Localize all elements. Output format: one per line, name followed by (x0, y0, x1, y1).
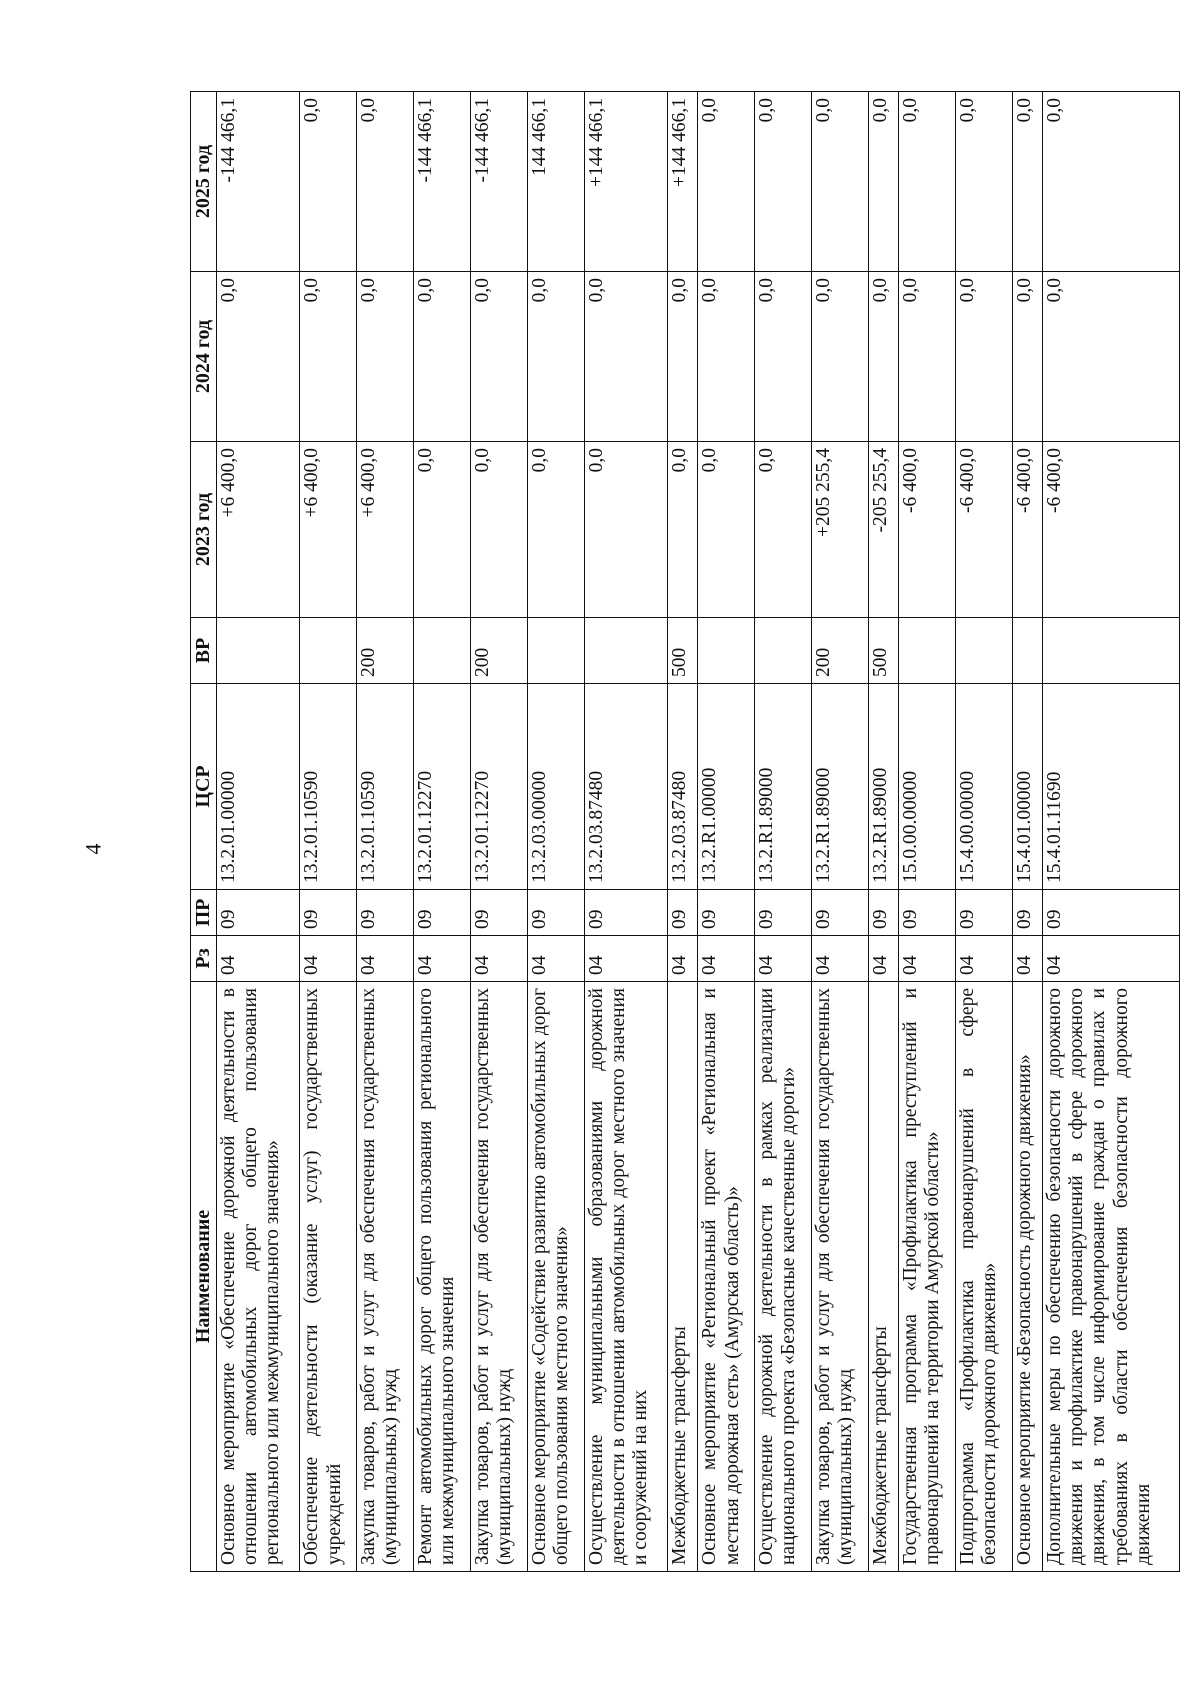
table-row (527, 92, 584, 1572)
cell-2024: 0,0 (584, 272, 668, 442)
cell-2023: -205 255,4 (868, 442, 898, 618)
cell-csr: 15.0.00.00000 (899, 684, 956, 890)
cell-pr: 09 (357, 890, 414, 936)
cell-vr (414, 618, 471, 684)
cell-2024: 0,0 (414, 272, 471, 442)
cell-csr: 15.4.00.00000 (955, 684, 1012, 890)
table-header-row (191, 92, 217, 1572)
table-row (899, 92, 956, 1572)
table-row (668, 92, 698, 1572)
cell-2025: +144 466,1 (584, 92, 668, 272)
cell-vr: 200 (470, 618, 527, 684)
cell-csr: 13.2.01.10590 (300, 684, 357, 890)
cell-vr: 200 (812, 618, 869, 684)
cell-2025: 0,0 (698, 92, 755, 272)
budget-table (190, 91, 1180, 1572)
cell-name: Закупка товаров, работ и услуг для обеспечения государственных (муниципальных) нужд (357, 982, 414, 1572)
cell-2024: 0,0 (698, 272, 755, 442)
cell-vr (1012, 618, 1042, 684)
header-csr: ЦСР (191, 684, 217, 890)
cell-vr (899, 618, 956, 684)
cell-pr: 09 (527, 890, 584, 936)
cell-name: Основное мероприятие «Обеспечение дорожной деятельности в отношении автомобильных дорог общего пользования регионального или межмуниципального значения» (216, 982, 300, 1572)
cell-rz: 04 (1043, 936, 1180, 982)
header-pr: ПР (191, 890, 217, 936)
cell-2025: -144 466,1 (216, 92, 300, 272)
cell-2023: 0,0 (698, 442, 755, 618)
cell-vr (755, 618, 812, 684)
cell-rz: 04 (216, 936, 300, 982)
cell-2025: 0,0 (868, 92, 898, 272)
cell-pr: 09 (812, 890, 869, 936)
table-row (357, 92, 414, 1572)
cell-name: Дополнительные меры по обеспечению безопасности дорожного движения и профилактике правонарушений в сфере дорожного движения, в том числе информирование граждан о правилах и требованиях в области обеспечения безопасности дорожного движения (1043, 982, 1180, 1572)
cell-csr: 13.2.03.87480 (668, 684, 698, 890)
header-2023: 2023 год (191, 442, 217, 618)
cell-name: Осуществление дорожной деятельности в рамках реализации национального проекта «Безопасные качественные дороги» (755, 982, 812, 1572)
cell-2025: -144 466,1 (470, 92, 527, 272)
cell-name: Основное мероприятие «Безопасность дорожного движения» (1012, 982, 1042, 1572)
cell-2025: +144 466,1 (668, 92, 698, 272)
cell-rz: 04 (1012, 936, 1042, 982)
cell-vr (1043, 618, 1180, 684)
cell-rz: 04 (584, 936, 668, 982)
cell-2023: -6 400,0 (1043, 442, 1180, 618)
cell-rz: 04 (698, 936, 755, 982)
cell-csr: 13.2.01.12270 (470, 684, 527, 890)
cell-2023: 0,0 (527, 442, 584, 618)
cell-csr: 13.2.R1.89000 (812, 684, 869, 890)
cell-2025: 0,0 (300, 92, 357, 272)
cell-2024: 0,0 (1043, 272, 1180, 442)
cell-pr: 09 (470, 890, 527, 936)
cell-2023: +6 400,0 (357, 442, 414, 618)
cell-csr: 13.2.R1.00000 (698, 684, 755, 890)
cell-rz: 04 (755, 936, 812, 982)
cell-2023: 0,0 (668, 442, 698, 618)
cell-2025: 0,0 (812, 92, 869, 272)
cell-rz: 04 (357, 936, 414, 982)
cell-2023: 0,0 (584, 442, 668, 618)
table-row (414, 92, 471, 1572)
cell-csr: 13.2.R1.89000 (755, 684, 812, 890)
header-rz: Рз (191, 936, 217, 982)
cell-2023: +6 400,0 (216, 442, 300, 618)
cell-pr: 09 (868, 890, 898, 936)
cell-csr: 15.4.01.00000 (1012, 684, 1042, 890)
cell-pr: 09 (755, 890, 812, 936)
cell-2025: 0,0 (357, 92, 414, 272)
cell-csr: 13.2.R1.89000 (868, 684, 898, 890)
cell-2024: 0,0 (1012, 272, 1042, 442)
cell-rz: 04 (470, 936, 527, 982)
table-row (300, 92, 357, 1572)
table-row (868, 92, 898, 1572)
table-row (755, 92, 812, 1572)
table-row (698, 92, 755, 1572)
cell-2024: 0,0 (470, 272, 527, 442)
table-row (1043, 92, 1180, 1572)
cell-2025: 0,0 (955, 92, 1012, 272)
cell-2025: -144 466,1 (414, 92, 471, 272)
cell-2023: 0,0 (414, 442, 471, 618)
cell-name: Основное мероприятие «Содействие развитию автомобильных дорог общего пользования местного значения» (527, 982, 584, 1572)
cell-2023: 0,0 (755, 442, 812, 618)
cell-2023: +205 255,4 (812, 442, 869, 618)
cell-pr: 09 (414, 890, 471, 936)
cell-pr: 09 (698, 890, 755, 936)
cell-2023: -6 400,0 (1012, 442, 1042, 618)
cell-name: Закупка товаров, работ и услуг для обеспечения государственных (муниципальных) нужд (470, 982, 527, 1572)
cell-2024: 0,0 (899, 272, 956, 442)
cell-2025: 144 466,1 (527, 92, 584, 272)
cell-name: Межбюджетные трансферты (868, 982, 898, 1572)
cell-rz: 04 (812, 936, 869, 982)
cell-vr (527, 618, 584, 684)
cell-name: Межбюджетные трансферты (668, 982, 698, 1572)
rotated-table-container (190, 92, 1180, 1572)
cell-pr: 09 (300, 890, 357, 936)
cell-csr: 13.2.01.12270 (414, 684, 471, 890)
cell-2024: 0,0 (812, 272, 869, 442)
cell-vr (698, 618, 755, 684)
cell-rz: 04 (668, 936, 698, 982)
table-row (470, 92, 527, 1572)
cell-csr: 13.2.01.10590 (357, 684, 414, 890)
cell-name: Государственная программа «Профилактика преступлений и правонарушений на территории Амурской области» (899, 982, 956, 1572)
header-vr: ВР (191, 618, 217, 684)
cell-vr (300, 618, 357, 684)
cell-2025: 0,0 (899, 92, 956, 272)
cell-2023: -6 400,0 (955, 442, 1012, 618)
cell-2023: -6 400,0 (899, 442, 956, 618)
table-row (584, 92, 668, 1572)
cell-2024: 0,0 (755, 272, 812, 442)
table-row (955, 92, 1012, 1572)
table-row (1012, 92, 1042, 1572)
table-body (216, 92, 1179, 1572)
cell-rz: 04 (414, 936, 471, 982)
cell-name: Ремонт автомобильных дорог общего пользования регионального или межмуниципального значения (414, 982, 471, 1572)
cell-2024: 0,0 (955, 272, 1012, 442)
cell-pr: 09 (1043, 890, 1180, 936)
cell-csr: 13.2.03.87480 (584, 684, 668, 890)
cell-vr (955, 618, 1012, 684)
cell-pr: 09 (668, 890, 698, 936)
cell-rz: 04 (868, 936, 898, 982)
header-name: Наименование (191, 982, 217, 1572)
cell-name: Осуществление муниципальными образованиями дорожной деятельности в отношении автомобильных дорог местного значения и сооружений на них (584, 982, 668, 1572)
cell-pr: 09 (899, 890, 956, 936)
cell-pr: 09 (216, 890, 300, 936)
cell-name: Закупка товаров, работ и услуг для обеспечения государственных (муниципальных) нужд (812, 982, 869, 1572)
cell-csr: 13.2.01.00000 (216, 684, 300, 890)
cell-rz: 04 (955, 936, 1012, 982)
cell-2025: 0,0 (755, 92, 812, 272)
cell-2024: 0,0 (216, 272, 300, 442)
cell-name: Подпрограмма «Профилактика правонарушений в сфере безопасности дорожного движения» (955, 982, 1012, 1572)
cell-rz: 04 (899, 936, 956, 982)
cell-vr: 200 (357, 618, 414, 684)
cell-2024: 0,0 (300, 272, 357, 442)
cell-2023: 0,0 (470, 442, 527, 618)
cell-pr: 09 (584, 890, 668, 936)
cell-2024: 0,0 (868, 272, 898, 442)
cell-vr (584, 618, 668, 684)
cell-vr: 500 (668, 618, 698, 684)
cell-pr: 09 (1012, 890, 1042, 936)
cell-vr (216, 618, 300, 684)
cell-2024: 0,0 (668, 272, 698, 442)
cell-2025: 0,0 (1043, 92, 1180, 272)
table-row (812, 92, 869, 1572)
cell-2024: 0,0 (527, 272, 584, 442)
cell-name: Обеспечение деятельности (оказание услуг) государственных учреждений (300, 982, 357, 1572)
header-2025: 2025 год (191, 92, 217, 272)
cell-2023: +6 400,0 (300, 442, 357, 618)
cell-rz: 04 (300, 936, 357, 982)
cell-csr: 15.4.01.11690 (1043, 684, 1180, 890)
table-row (216, 92, 300, 1572)
header-2024: 2024 год (191, 272, 217, 442)
cell-rz: 04 (527, 936, 584, 982)
cell-pr: 09 (955, 890, 1012, 936)
cell-name: Основное мероприятие «Региональный проект «Региональная и местная дорожная сеть» (Амурская область)» (698, 982, 755, 1572)
page-number: 4 (80, 843, 106, 855)
cell-2025: 0,0 (1012, 92, 1042, 272)
cell-2024: 0,0 (357, 272, 414, 442)
cell-csr: 13.2.03.00000 (527, 684, 584, 890)
cell-vr: 500 (868, 618, 898, 684)
